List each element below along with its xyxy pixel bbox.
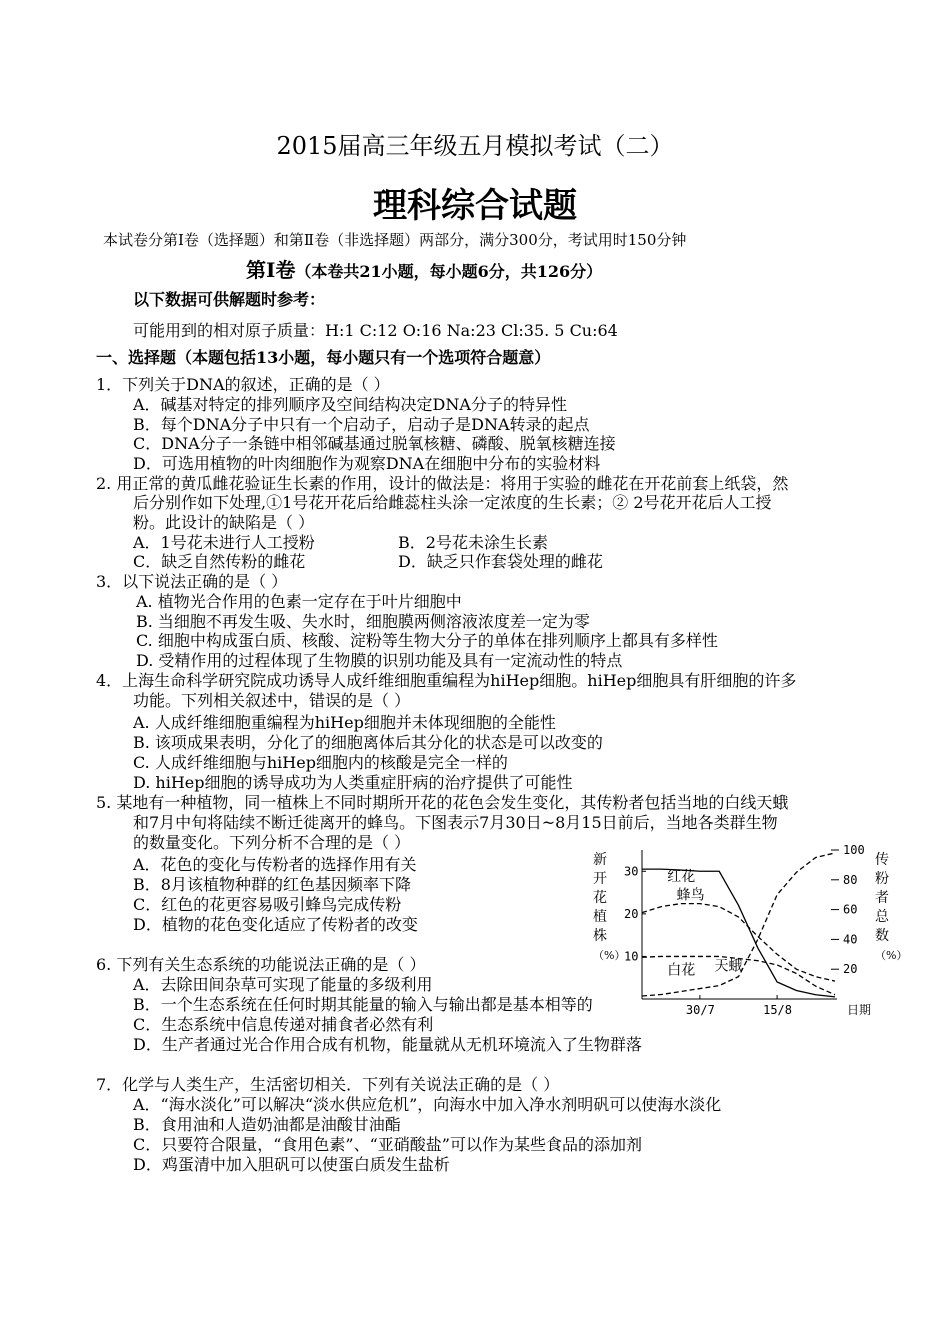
q1-option-a: A．碱基对特定的排列顺序及空间结构决定DNA分子的特异性 [133, 395, 567, 414]
right-tick-label: 20 [843, 962, 858, 977]
q5-option-c: C．红色的花更容易吸引蜂鸟完成传粉 [133, 895, 402, 914]
q6-option-a: A．去除田间杂草可实现了能量的多级利用 [133, 975, 433, 994]
subject-title: 理科综合试题 [373, 186, 577, 226]
series-label: 天蛾 [714, 958, 743, 975]
right-axis-label-char: 者 [875, 890, 889, 906]
q5-stem-line2: 和7月中旬将陆续不断迁徙离开的蜂鸟。下图表示7月30日~8月15日前后，当地各类群生物 [133, 813, 778, 832]
q4-stem-line2: 功能。下列相关叙述中，错误的是（ ） [133, 691, 411, 710]
q4-option-a: A. 人成纤维细胞重编程为hiHep细胞并未体现细胞的全能性 [133, 713, 556, 732]
left-axis-label-char: 花 [593, 890, 607, 906]
q6-stem: 6. 下列有关生态系统的功能说法正确的是（ ） [96, 955, 426, 974]
q3-option-b: B. 当细胞不再发生吸、失水时，细胞膜两侧溶液浓度差一定为零 [136, 612, 590, 631]
q5-option-b: B．8月该植物种群的红色基因频率下降 [133, 875, 411, 894]
q2-option-a: A．1号花未进行人工授粉 [133, 533, 315, 552]
q2-option-b: B．2号花未涂生长素 [398, 533, 548, 552]
q3-option-d: D. 受精作用的过程体现了生物膜的识别功能及具有一定流动性的特点 [136, 651, 623, 670]
q7-option-d: D．鸡蛋清中加入胆矾可以使蛋白质发生盐析 [133, 1155, 450, 1174]
x-tick-label: 15/8 [763, 1003, 793, 1017]
left-axis-label-char: （%） [593, 949, 626, 962]
right-tick-label: 100 [843, 843, 865, 857]
q1-option-d: D．可选用植物的叶肉细胞作为观察DNA在细胞中分布的实验材料 [133, 454, 601, 473]
series-label: 白花 [667, 962, 696, 979]
part1-title: 第Ⅰ卷 [246, 258, 296, 282]
exam-intro: 本试卷分第Ⅰ卷（选择题）和第Ⅱ卷（非选择题）两部分，满分300分，考试用时150分钟 [103, 231, 687, 249]
atomic-masses: 可能用到的相对原子质量：H:1 C:12 O:16 Na:23 Cl:35. 5 Cu:64 [133, 321, 618, 340]
left-tick-label: 10 [624, 949, 639, 964]
q5-stem-line3: 的数量变化。下列分析不合理的是（ ） [133, 833, 411, 852]
left-axis-label-char: 新 [593, 852, 607, 868]
q2-stem-line1: 2. 用正常的黄瓜雌花验证生长素的作用，设计的做法是：将用于实验的雌花在开花前套上纸袋，然 [96, 474, 789, 493]
q1-option-c: C．DNA分子一条链中相邻碱基通过脱氧核糖、磷酸、脱氧核糖连接 [133, 434, 616, 453]
right-tick-label: 40 [843, 932, 858, 947]
q3-option-c: C. 细胞中构成蛋白质、核酸、淀粉等生物大分子的单体在排列顺序上都具有多样性 [136, 631, 718, 650]
left-axis-ticks [624, 864, 646, 963]
left-axis-label-char: 植 [593, 909, 607, 925]
q2-stem-line3: 粉。此设计的缺陷是（ ） [133, 513, 315, 532]
q2-stem-line2: 后分别作如下处理,①1号花开花后给雌蕊柱头涂一定浓度的生长素；② 2号花开花后人工授 [133, 493, 772, 512]
x-axis-ticks [686, 995, 792, 1017]
q7-option-b: B．食用油和人造奶油都是油酸甘油酯 [133, 1115, 401, 1134]
series-label: 蜂鸟 [676, 887, 705, 904]
right-tick-label: 60 [843, 902, 858, 917]
q4-option-c: C. 人成纤维细胞与hiHep细胞内的核酸是完全一样的 [133, 753, 508, 772]
right-tick-label: 80 [843, 872, 858, 887]
part1-note: （本卷共21小题，每小题6分，共126分） [295, 262, 603, 281]
section-heading: 一、选择题（本题包括13小题，每小题只有一个选项符合题意） [96, 348, 551, 367]
right-axis-label [875, 852, 907, 962]
series-layer [642, 853, 835, 997]
left-axis-label-char: 开 [593, 871, 607, 887]
q1-stem: 1．下列关于DNA的叙述，正确的是（ ） [96, 375, 390, 394]
population-change-chart [585, 842, 908, 1027]
q6-option-d: D．生产者通过光合作用合成有机物，能量就从无机环境流入了生物群落 [133, 1035, 642, 1054]
left-axis-label [593, 852, 625, 962]
x-tick-label: 30/7 [685, 1003, 715, 1017]
left-axis-label-char: 株 [593, 928, 607, 944]
q6-option-b: B．一个生态系统在任何时期其能量的输入与输出都是基本相等的 [133, 995, 593, 1014]
left-tick-label: 30 [624, 864, 639, 879]
q7-stem: 7．化学与人类生产，生活密切相关．下列有关说法正确的是（ ） [96, 1075, 560, 1094]
q5-option-a: A．花色的变化与传粉者的选择作用有关 [133, 855, 417, 874]
left-tick-label: 20 [624, 906, 639, 921]
q2-option-c: C．缺乏自然传粉的雌花 [133, 552, 306, 571]
q4-option-d: D. hiHep细胞的诱导成功为人类重症肝病的治疗提供了可能性 [133, 773, 573, 792]
q2-option-d: D．缺乏只作套袋处理的雌花 [398, 552, 603, 571]
part1-heading [246, 257, 602, 285]
q3-stem: 3．以下说法正确的是（ ） [96, 572, 288, 591]
q7-option-a: A．“海水淡化”可以解决“淡水供应危机”，向海水中加入净水剂明矾可以使海水淡化 [133, 1095, 722, 1114]
q6-option-c: C．生态系统中信息传递对捕食者必然有利 [133, 1015, 434, 1034]
q3-option-a: A. 植物光合作用的色素一定存在于叶片细胞中 [136, 592, 462, 611]
x-axis-label: 日期 [847, 1003, 872, 1017]
exam-title: 2015届高三年级五月模拟考试（二） [276, 132, 674, 160]
series-label: 红花 [667, 869, 696, 886]
right-axis-label-char: 总 [875, 909, 889, 925]
q5-option-d: D．植物的花色变化适应了传粉者的改变 [133, 915, 418, 934]
reference-label: 以下数据可供解题时参考： [133, 290, 326, 309]
q5-stem-line1: 5. 某地有一种植物，同一植株上不同时期所开花的花色会发生变化，其传粉者包括当地的白线天蛾 [96, 793, 789, 812]
q4-stem-line1: 4．上海生命科学研究院成功诱导人成纤维细胞重编程为hiHep细胞。hiHep细胞具有肝细胞的许多 [96, 671, 797, 690]
right-axis-label-char: （%） [875, 949, 908, 962]
q1-option-b: B．每个DNA分子中只有一个启动子，启动子是DNA转录的起点 [133, 415, 590, 434]
right-axis-label-char: 传 [875, 852, 889, 868]
q7-option-c: C．只要符合限量，“食用色素”、“亚硝酸盐”可以作为某些食品的添加剂 [133, 1135, 642, 1154]
right-axis-label-char: 粉 [875, 871, 889, 887]
right-axis-label-char: 数 [875, 928, 889, 944]
right-axis-ticks [831, 843, 865, 976]
q4-option-b: B. 该项成果表明，分化了的细胞离体后其分化的状态是可以改变的 [133, 733, 603, 752]
